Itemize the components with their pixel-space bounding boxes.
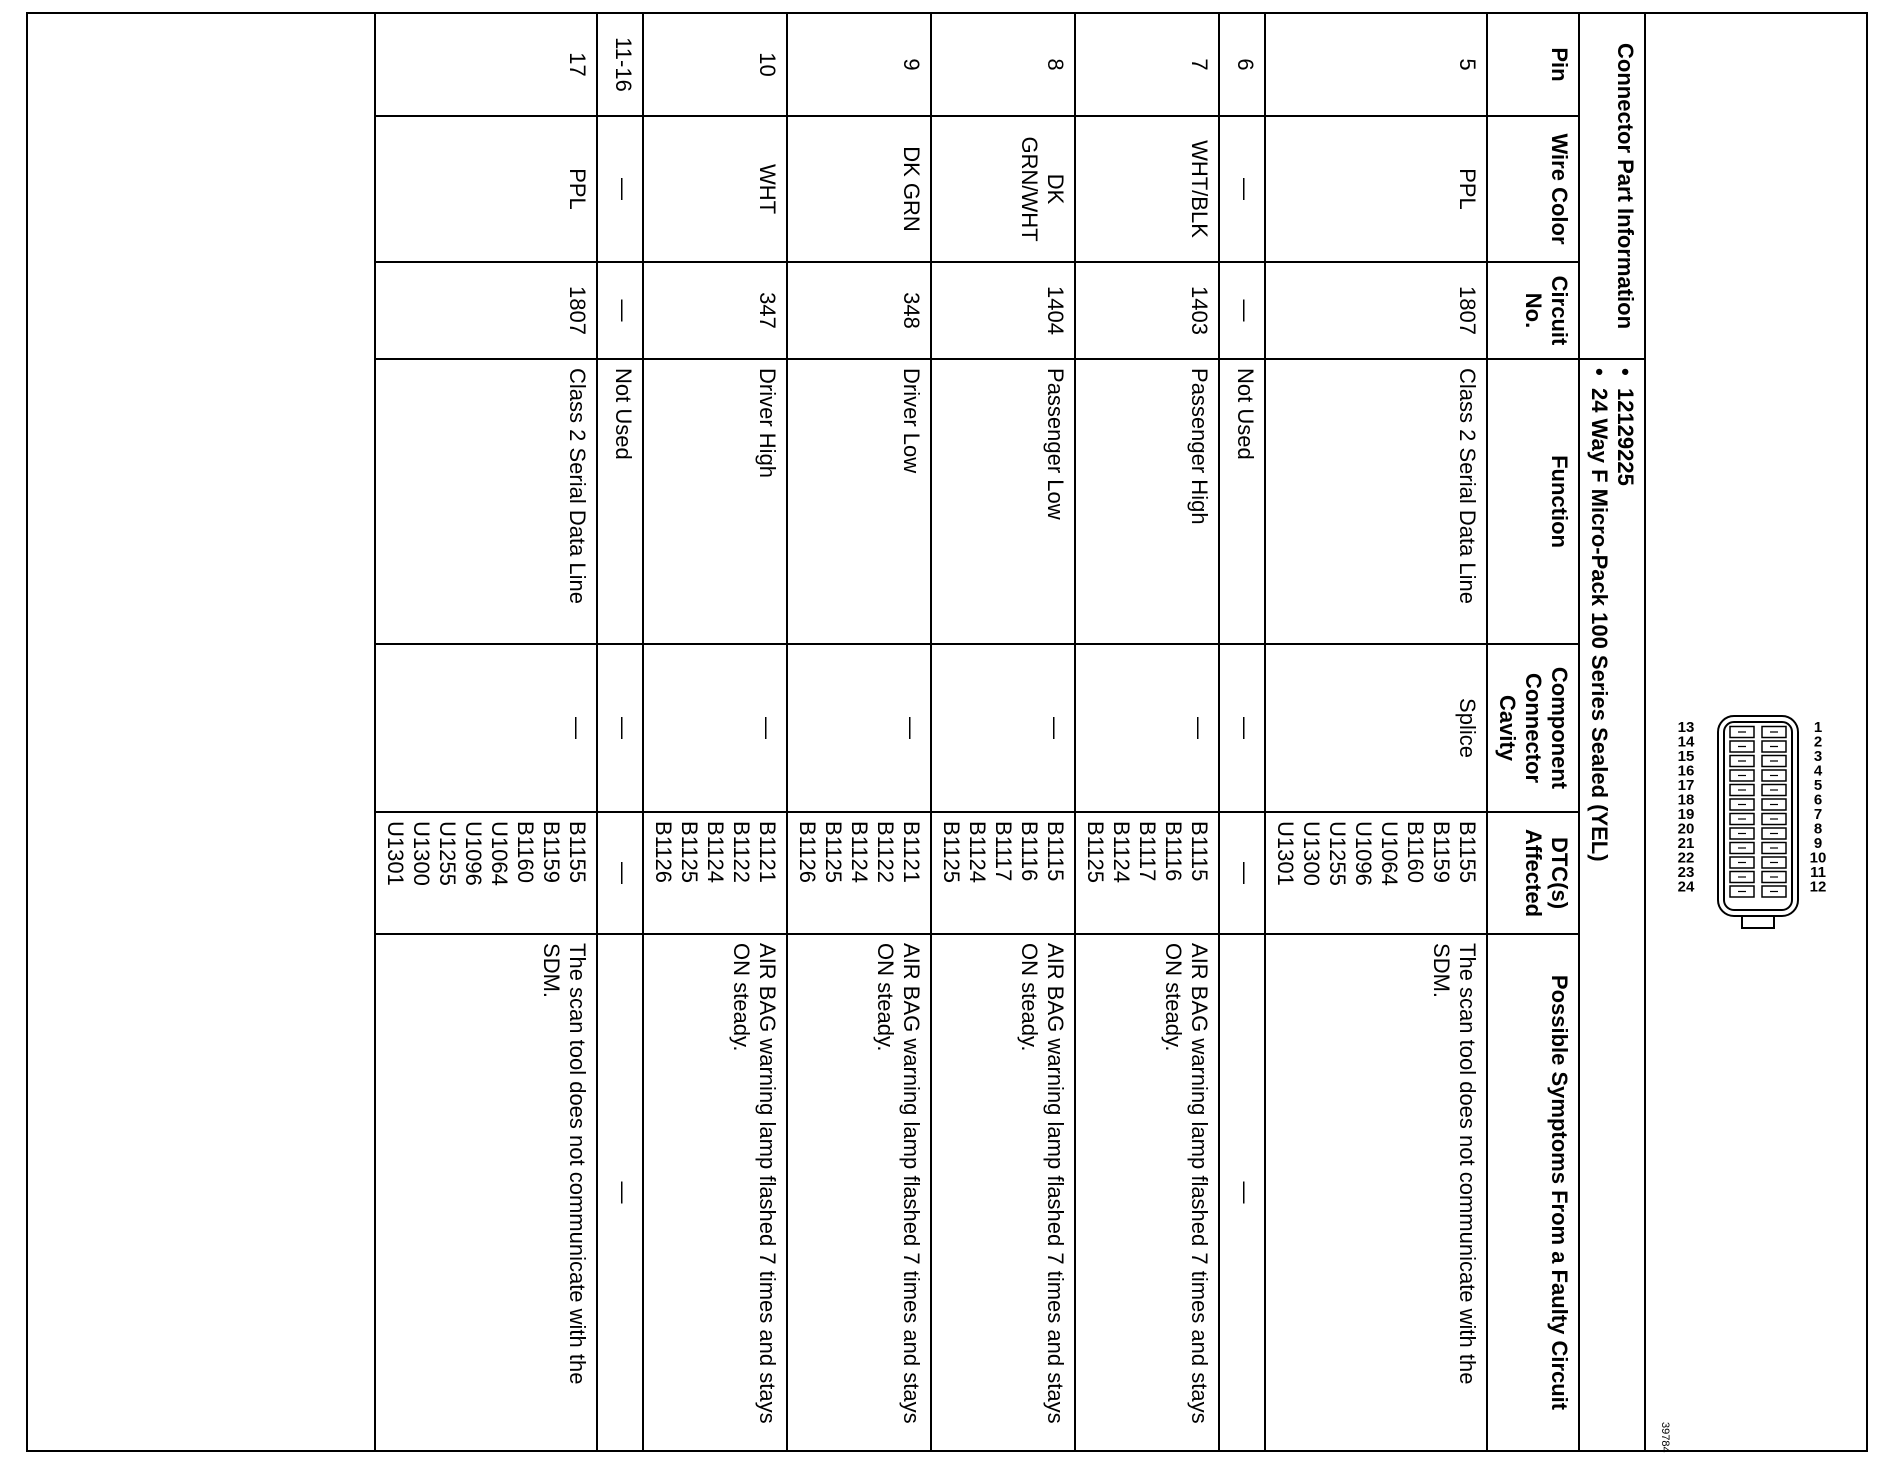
- header-symptoms: Possible Symptoms From a Faulty Circuit: [1487, 934, 1579, 1450]
- cavity-cell: Splice: [1265, 644, 1487, 812]
- header-wire-color: Wire Color: [1487, 116, 1579, 262]
- dtc-code: B1117: [1135, 821, 1160, 882]
- pin-number-label: 11: [1810, 864, 1826, 881]
- document-page: [26, 12, 1868, 1452]
- circuit-no-cell: 1404: [931, 262, 1075, 359]
- pin-number-label: 1: [1813, 719, 1823, 736]
- wire-color-cell: PPL: [375, 116, 597, 262]
- pin-cell: 11-16: [597, 14, 643, 116]
- dtc-code: B1160: [1403, 821, 1428, 883]
- connector-pinout-table: [374, 14, 1644, 1450]
- dtc-code: U1255: [1325, 821, 1350, 886]
- pin-number-label: 18: [1677, 791, 1695, 809]
- part-info-list-cell: [1579, 359, 1644, 1450]
- cavity-cell: —: [1075, 644, 1219, 812]
- dtc-code: B1124: [1109, 821, 1134, 883]
- dtc-code: U1300: [1299, 821, 1324, 886]
- dtc-cell: [1265, 812, 1487, 934]
- symptom-cell: AIR BAG warning lamp flashed 7 times and stays ON steady.: [931, 934, 1075, 1450]
- dtc-code: U1255: [435, 821, 460, 886]
- dtc-code: B1159: [539, 821, 564, 883]
- dtc-code: B1116: [1017, 821, 1042, 882]
- dtc-code: U1300: [409, 821, 434, 886]
- function-cell: Driver Low: [787, 359, 931, 644]
- dtc-code: B1124: [703, 821, 728, 883]
- pin-number-label: 14: [1677, 733, 1695, 751]
- dtc-cell: [1219, 812, 1265, 934]
- symptom-cell: AIR BAG warning lamp flashed 7 times and stays ON steady.: [1075, 934, 1219, 1450]
- circuit-no-cell: —: [597, 262, 643, 359]
- dtc-code: B1126: [795, 821, 820, 883]
- dtc-list: [610, 821, 636, 925]
- dtc-code: B1155: [565, 821, 590, 883]
- dtc-code: B1155: [1455, 821, 1480, 883]
- dtc-code: U1096: [1351, 821, 1376, 886]
- header-pin: Pin: [1487, 14, 1579, 116]
- dtc-code: B1125: [1083, 821, 1108, 883]
- pin-number-label: 24: [1677, 878, 1695, 896]
- dtc-code: B1117: [991, 821, 1016, 882]
- pin-cell: 17: [375, 14, 597, 116]
- dtc-cell: [931, 812, 1075, 934]
- dtc-code: U1064: [1377, 821, 1402, 886]
- table-row: [1265, 14, 1487, 1450]
- cavity-cell: —: [787, 644, 931, 812]
- dtc-cell: [375, 812, 597, 934]
- function-cell: Passenger High: [1075, 359, 1219, 644]
- dtc-code: U1301: [383, 821, 408, 886]
- dtc-code: B1125: [677, 821, 702, 883]
- figure-number: 39784: [1659, 1422, 1671, 1453]
- pin-number-label: 12: [1809, 878, 1827, 896]
- function-cell: Class 2 Serial Data Line: [1265, 359, 1487, 644]
- pin-number-label: 15: [1677, 748, 1695, 765]
- dtc-list: [938, 821, 1068, 925]
- dtc-code: B1125: [821, 821, 846, 883]
- wire-color-cell: PPL: [1265, 116, 1487, 262]
- table-row: [1219, 14, 1265, 1450]
- pin-number-label: 8: [1813, 820, 1823, 838]
- cavity-cell: —: [1219, 644, 1265, 812]
- pin-number-label: 22: [1677, 849, 1695, 867]
- symptom-cell: The scan tool does not communicate with the SDM.: [1265, 934, 1487, 1450]
- circuit-no-cell: 348: [787, 262, 931, 359]
- dtc-code: B1124: [965, 821, 990, 883]
- cavity-cell: —: [931, 644, 1075, 812]
- pin-number-label: 21: [1677, 835, 1695, 852]
- symptom-cell: AIR BAG warning lamp flashed 7 times and stays ON steady.: [787, 934, 931, 1450]
- part-number: • 12129225: [1612, 368, 1638, 1442]
- symptom-cell: —: [1219, 934, 1265, 1450]
- connector-latch: [1742, 916, 1774, 928]
- symptom-cell: —: [597, 934, 643, 1450]
- cavity-cell: —: [375, 644, 597, 812]
- part-info-list: [1586, 368, 1638, 1442]
- wire-color-cell: WHT: [643, 116, 787, 262]
- dtc-code: —: [611, 862, 636, 885]
- dtc-code: B1115: [1187, 821, 1212, 882]
- dtc-code: B1121: [899, 821, 924, 883]
- dtc-cell: [597, 812, 643, 934]
- pin-cell: 8: [931, 14, 1075, 116]
- pin-number-label: 20: [1677, 820, 1695, 838]
- dtc-cell: [787, 812, 931, 934]
- wire-color-cell: WHT/BLK: [1075, 116, 1219, 262]
- dtc-code: B1124: [847, 821, 872, 883]
- function-cell: Passenger Low: [931, 359, 1075, 644]
- dtc-code: U1301: [1273, 821, 1298, 886]
- dtc-code: B1125: [939, 821, 964, 883]
- dtc-code: B1115: [1043, 821, 1068, 882]
- wire-color-cell: DK GRN/WHT: [931, 116, 1075, 262]
- pin-number-label: 9: [1813, 835, 1823, 852]
- connector-description: • 24 Way F Micro-Pack 100 Series Sealed (YEL): [1586, 368, 1612, 1442]
- table-row: [787, 14, 931, 1450]
- table-row: [375, 14, 597, 1450]
- dtc-list: [650, 821, 780, 925]
- part-info-title: Connector Part Information: [1579, 14, 1644, 359]
- cavity-cell: —: [597, 644, 643, 812]
- pin-cell: 5: [1265, 14, 1487, 116]
- pin-number-label: 17: [1677, 777, 1695, 794]
- pin-number-label: 5: [1813, 777, 1823, 794]
- pin-number-label: 7: [1813, 806, 1823, 823]
- symptom-cell: The scan tool does not communicate with the SDM.: [375, 934, 597, 1450]
- dtc-code: B1159: [1429, 821, 1454, 883]
- dtc-code: U1064: [487, 821, 512, 886]
- dtc-code: B1122: [873, 821, 898, 883]
- wire-color-cell: —: [597, 116, 643, 262]
- circuit-no-cell: 1807: [1265, 262, 1487, 359]
- dtc-code: B1116: [1161, 821, 1186, 882]
- dtc-list: [382, 821, 590, 925]
- table-row: [1075, 14, 1219, 1450]
- function-cell: Driver High: [643, 359, 787, 644]
- dtc-cell: [643, 812, 787, 934]
- wire-color-cell: —: [1219, 116, 1265, 262]
- circuit-no-cell: 1403: [1075, 262, 1219, 359]
- pin-number-label: 4: [1813, 762, 1823, 780]
- function-cell: Not Used: [597, 359, 643, 644]
- circuit-no-cell: 347: [643, 262, 787, 359]
- table-row: [931, 14, 1075, 1450]
- pin-number-label: 19: [1677, 806, 1695, 823]
- symptom-cell: AIR BAG warning lamp flashed 7 times and stays ON steady.: [643, 934, 787, 1450]
- pin-number-label: 3: [1813, 748, 1823, 765]
- dtc-code: —: [1233, 862, 1258, 885]
- dtc-list: [1082, 821, 1212, 925]
- pin-cell: 6: [1219, 14, 1265, 116]
- cavity-cell: —: [643, 644, 787, 812]
- pin-cell: 7: [1075, 14, 1219, 116]
- pin-number-label: 16: [1677, 762, 1695, 780]
- pin-cell: 10: [643, 14, 787, 116]
- pin-number-label: 13: [1677, 719, 1695, 736]
- connector-face-diagram: [1666, 654, 1836, 954]
- dtc-code: B1160: [513, 821, 538, 883]
- pin-number-label: 10: [1809, 849, 1827, 867]
- circuit-no-cell: —: [1219, 262, 1265, 359]
- connector-diagram-area: [1644, 14, 1866, 1453]
- circuit-no-cell: 1807: [375, 262, 597, 359]
- dtc-list: [1272, 821, 1480, 925]
- pin-number-label: 2: [1813, 733, 1823, 751]
- dtc-code: B1121: [755, 821, 780, 883]
- dtc-cell: [1075, 812, 1219, 934]
- pin-cell: 9: [787, 14, 931, 116]
- header-dtcs: DTC(s) Affected: [1487, 812, 1579, 934]
- wire-color-cell: DK GRN: [787, 116, 931, 262]
- dtc-code: U1096: [461, 821, 486, 886]
- table-row: [643, 14, 787, 1450]
- header-circuit-no: Circuit No.: [1487, 262, 1579, 359]
- pin-number-label: 6: [1813, 791, 1823, 809]
- dtc-list: [1232, 821, 1258, 925]
- header-component-cavity: Component Connector Cavity: [1487, 644, 1579, 812]
- table-row: [597, 14, 643, 1450]
- header-function: Function: [1487, 359, 1579, 644]
- dtc-code: B1126: [651, 821, 676, 883]
- function-cell: Class 2 Serial Data Line: [375, 359, 597, 644]
- dtc-list: [794, 821, 924, 925]
- dtc-code: B1122: [729, 821, 754, 883]
- pin-number-label: 23: [1677, 864, 1695, 881]
- function-cell: Not Used: [1219, 359, 1265, 644]
